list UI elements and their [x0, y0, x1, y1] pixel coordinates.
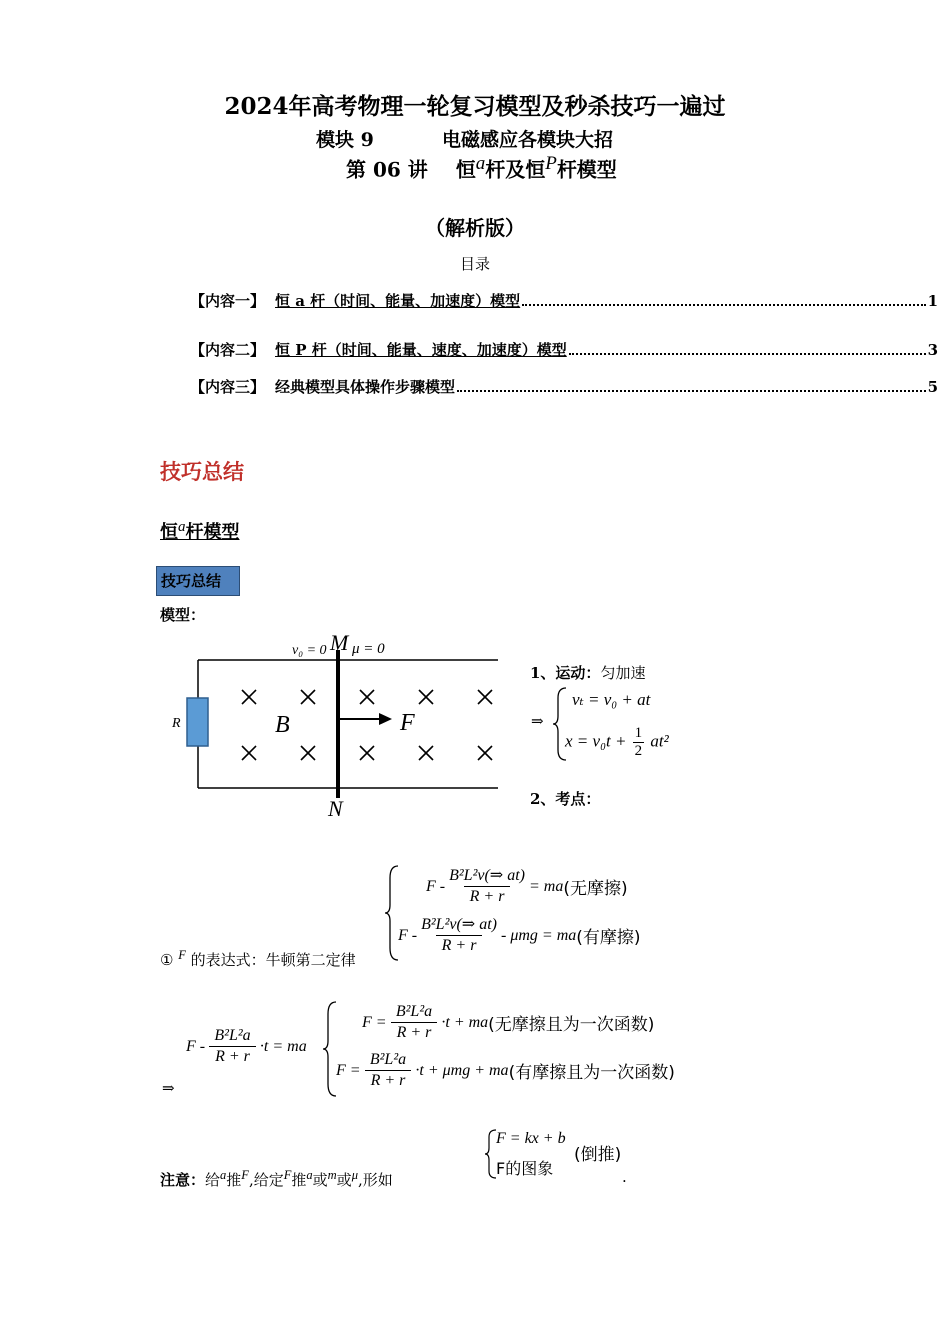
arrow-right-icon: [379, 713, 392, 725]
lecture-title: [346, 153, 617, 183]
label-mu: μ = 0: [352, 641, 385, 657]
label-B: B: [275, 712, 290, 738]
lecture-number: 第 06 讲: [346, 157, 428, 182]
cross-icon: [478, 746, 492, 760]
fraction: B²L²v(⇒ at) R + r: [421, 916, 497, 954]
toc-item-page: 1: [927, 292, 938, 310]
toc-item-title[interactable]: 经典模型具体操作步骤模型: [275, 378, 456, 396]
toc-item-tag: 【内容一】: [190, 292, 266, 310]
fraction: $\frac{\text{B²L²a}}{R + r}$: [365, 1050, 412, 1091]
implies-arrow: ⇒: [162, 1079, 175, 1097]
cross-icon: [478, 690, 492, 704]
expression-frictionless: F - $\frac{\text{B²L²v(⇒ at)}}{R + r}$ = ma (无摩擦): [426, 867, 628, 905]
note-line: 注意：给$^a$推$^F$,给定$^F$推$^a$或$^m$或$^\mu$,形如: [160, 1168, 393, 1189]
fraction: B²L²a R + r: [209, 1026, 256, 1067]
label-v0: v₀ = 0: [292, 643, 327, 658]
toc-item-page: 5: [927, 378, 938, 396]
note-brace-linear: F = kx + b: [496, 1130, 566, 1147]
label-N: N: [328, 796, 343, 821]
toc-item-3[interactable]: [190, 376, 938, 397]
cross-icon: [419, 690, 433, 704]
expression-label: ① $^F$ 的表达式：牛顿第二定律: [160, 948, 356, 969]
lecture-text-mid: 杆及恒: [485, 157, 546, 182]
lecture-text-post: 杆模型: [556, 157, 617, 182]
lecture-text-pre: 恒: [455, 157, 476, 182]
toc-label: 目录: [459, 255, 490, 273]
module-number: 模块 9: [316, 129, 374, 151]
cross-icon: [242, 746, 256, 760]
equation-velocity: vₜ = v₀ + at: [572, 690, 651, 709]
toc-dot-leader: [457, 389, 926, 392]
expression-friction: F - B²L²v(⇒ at) R + r - μmg = ma (有摩擦): [398, 916, 641, 954]
toc-dot-leader: [522, 303, 925, 306]
cross-icon: [419, 746, 433, 760]
note-brace-graph: F的图象: [496, 1159, 554, 1178]
label-F: F: [400, 710, 415, 736]
implies-arrow: ⇒: [531, 712, 544, 730]
model-label: 模型：: [160, 606, 206, 624]
tip-box-label: 技巧总结: [156, 566, 240, 596]
cross-icon: [360, 690, 374, 704]
derivation-friction: F = $\frac{\text{B²L²a}}{R + r}$ ·t + μmg + ma (有摩擦且为一次函数): [336, 1051, 675, 1089]
derivation-frictionless: F = $\frac{\text{B²L²a}}{R + r}$ ·t + ma (无摩擦且为一次函数): [362, 1003, 655, 1041]
note-brace-reverse: (倒推): [574, 1145, 622, 1165]
derivation-lhs: F - B²L²a R + r ·t = ma: [186, 1027, 307, 1065]
toc-item-2[interactable]: [190, 339, 938, 360]
cross-icon: [242, 690, 256, 704]
point-2: 2、考点：: [530, 790, 601, 808]
lecture-var-p: P: [545, 153, 557, 174]
label-R: R: [172, 716, 181, 731]
note-end: .: [622, 1168, 627, 1186]
toc-dot-leader: [569, 352, 926, 355]
lecture-var-a: a: [475, 153, 486, 174]
toc-item-1[interactable]: [190, 290, 938, 311]
toc-item-tag: 【内容三】: [190, 378, 266, 396]
toc-item-title[interactable]: 恒 P 杆（时间、能量、速度、加速度）模型: [275, 341, 567, 359]
resistor-icon: [187, 698, 208, 746]
fraction: $\frac{\text{B²L²a}}{R + r}$: [391, 1002, 438, 1043]
label-M: M: [330, 630, 349, 655]
document-title: 2024年高考物理一轮复习模型及秒杀技巧一遍过: [224, 93, 726, 120]
section-heading: 技巧总结: [160, 459, 244, 484]
edition-label: （解析版）: [425, 216, 525, 240]
cross-icon: [301, 690, 315, 704]
rail-circuit-diagram: [160, 628, 510, 824]
toc-item-page: 3: [927, 341, 938, 359]
point-1: 1、运动：匀加速: [530, 664, 646, 682]
fraction: $\frac{1}{2}$: [634, 725, 643, 759]
toc-item-tag: 【内容二】: [190, 341, 266, 359]
subsection-heading: 恒$^a$杆模型: [160, 519, 240, 543]
cross-icon: [301, 746, 315, 760]
cross-icon: [360, 746, 374, 760]
equation-displacement: x = v₀t + $\frac{1}{2}$ at²: [565, 725, 669, 759]
fraction: $\frac{\text{B²L²v(⇒ at)}}{R + r}$: [449, 867, 525, 905]
module-name: 电磁感应各模块大招: [442, 129, 614, 151]
toc-item-title[interactable]: 恒 a 杆（时间、能量、加速度）模型: [275, 292, 521, 310]
